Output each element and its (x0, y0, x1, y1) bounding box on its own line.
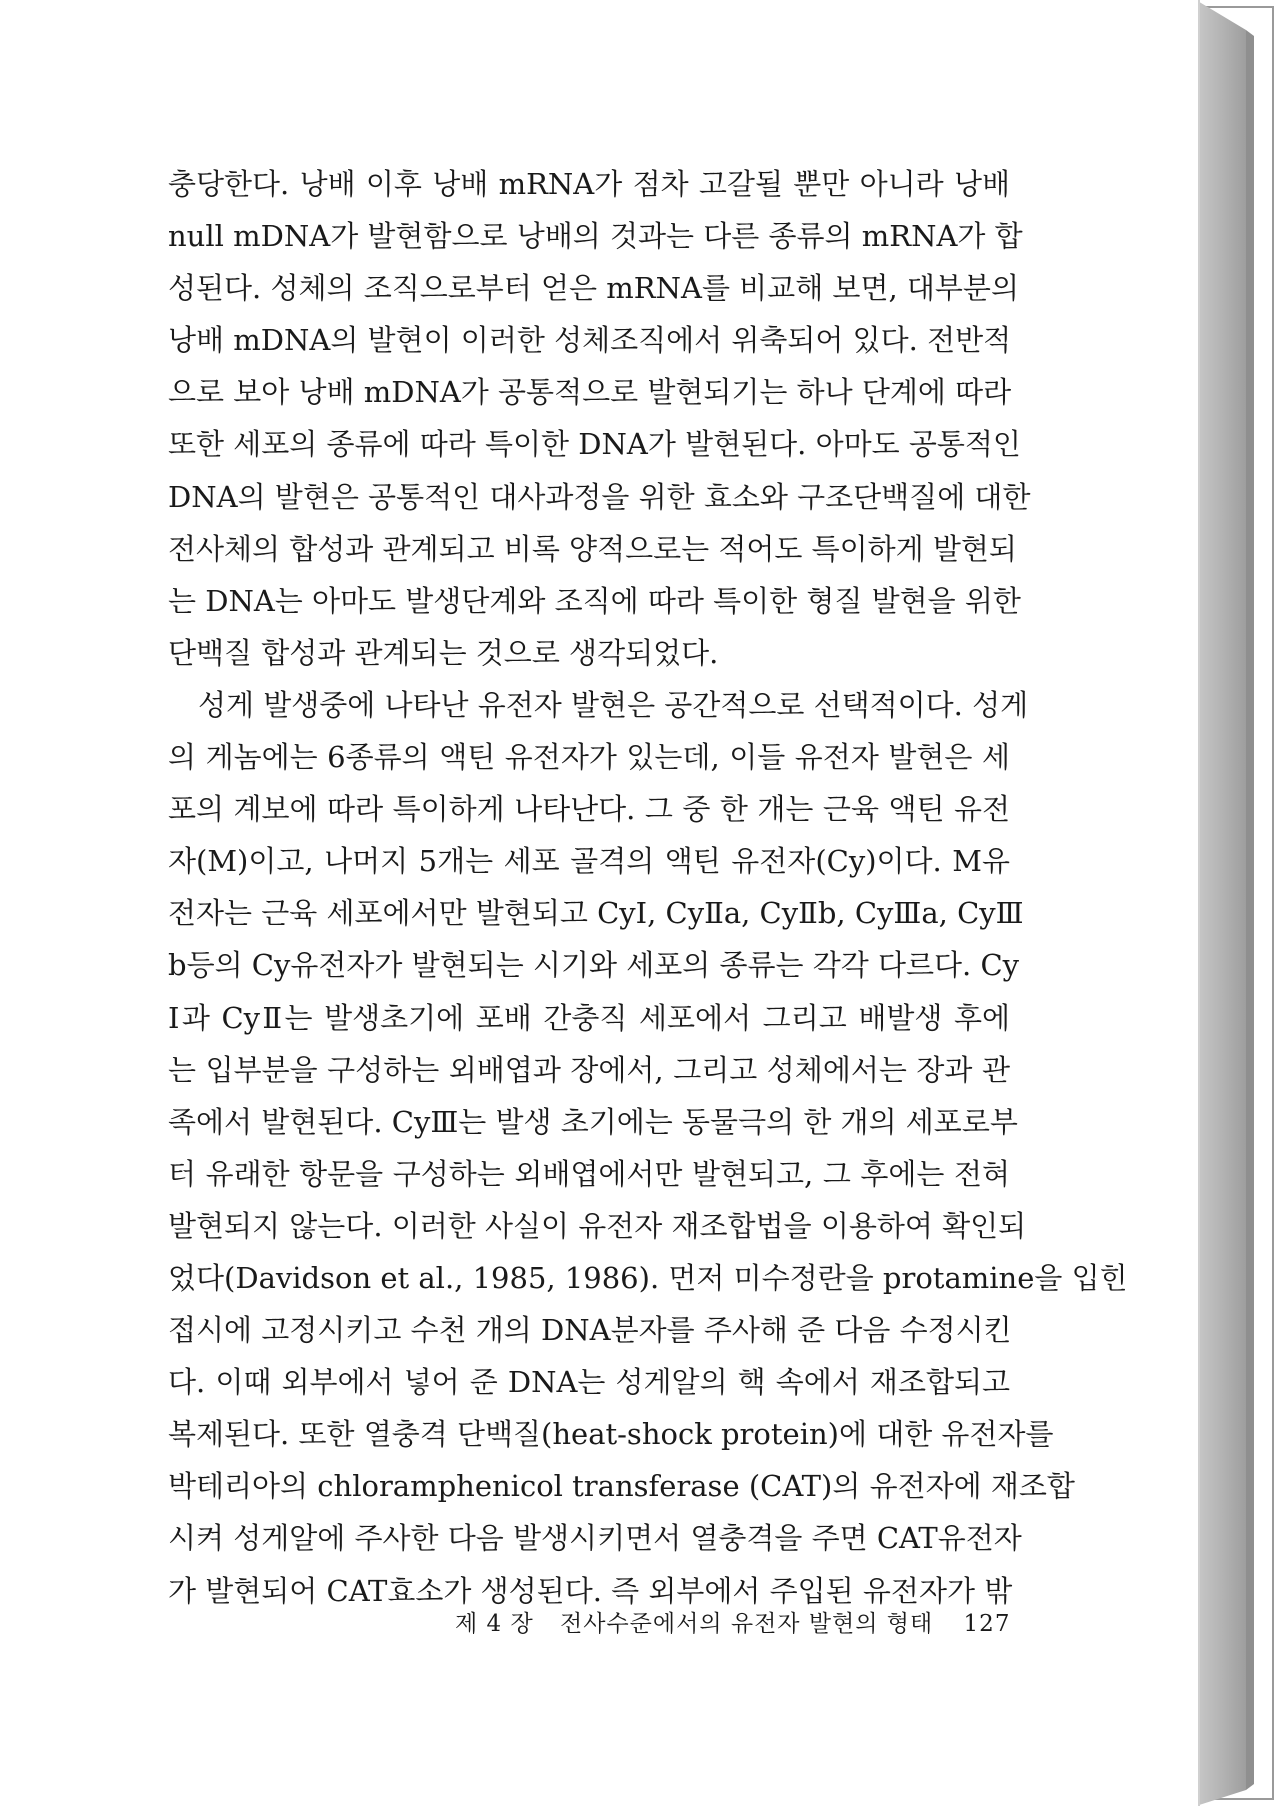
text-line: 박테리아의 chloramphenicol transferase (CAT)의 유전자에 재조합 (168, 1469, 1075, 1504)
text-line: 복제된다. 또한 열충격 단백질(heat-shock protein)에 대한 유전자를 (168, 1417, 1054, 1452)
text-line: 다. 이때 외부에서 넣어 준 DNA는 성게알의 핵 속에서 재조합되고 (168, 1365, 1010, 1400)
text-line: 자(M)이고, 나머지 5개는 세포 골격의 액틴 유전자(Cy)이다. M유 (168, 844, 1010, 879)
page-number: 127 (963, 1611, 1011, 1637)
text-line: 의 게놈에는 6종류의 액틴 유전자가 있는데, 이들 유전자 발현은 세 (168, 740, 1010, 775)
text-line: 터 유래한 항문을 구성하는 외배엽에서만 발현되고, 그 후에는 전혀 (168, 1156, 1010, 1191)
text-line: 족에서 발현된다. CyⅢ는 발생 초기에는 동물극의 한 개의 세포로부 (168, 1104, 1018, 1139)
text-line: b등의 Cy유전자가 발현되는 시기와 세포의 종류는 각각 다르다. Cy (168, 948, 1020, 983)
text-line: 또한 세포의 종류에 따라 특이한 DNA가 발현된다. 아마도 공통적인 (168, 427, 1021, 462)
text-line: null mDNA가 발현함으로 낭배의 것과는 다른 종류의 mRNA가 합 (168, 219, 1023, 254)
paragraph-2 (168, 679, 1128, 1617)
text-line: 성된다. 성체의 조직으로부터 얻은 mRNA를 비교해 보면, 대부분의 (168, 271, 1019, 306)
text-line: Ⅰ과 CyⅡ는 발생초기에 포배 간충직 세포에서 그리고 배발생 후에 (168, 1000, 1010, 1035)
text-line: 단백질 합성과 관계되는 것으로 생각되었다. (168, 635, 719, 670)
text-line: 포의 계보에 따라 특이하게 나타난다. 그 중 한 개는 근육 액틴 유전 (168, 792, 1010, 827)
running-footer (455, 1605, 1010, 1638)
text-line: DNA의 발현은 공통적인 대사과정을 위한 효소와 구조단백질에 대한 (168, 479, 1031, 514)
text-line: 전사체의 합성과 관계되고 비록 양적으로는 적어도 특이하게 발현되 (168, 531, 1017, 566)
text-line: 전자는 근육 세포에서만 발현되고 CyⅠ, CyⅡa, CyⅡb, CyⅢa, CyⅢ (168, 896, 1024, 931)
body-text (168, 158, 1128, 1617)
text-line: 었다(Davidson et al., 1985, 1986). 먼저 미수정란을 protamine을 입힌 (168, 1260, 1128, 1295)
chapter-label: 제 4 장 (455, 1611, 534, 1637)
text-line: 는 입부분을 구성하는 외배엽과 장에서, 그리고 성체에서는 장과 관 (168, 1052, 1010, 1087)
text-line: 성게 발생중에 나타난 유전자 발현은 공간적으로 선택적이다. 성게 (198, 687, 1029, 722)
page-edge (1196, 0, 1280, 1806)
text-line: 는 DNA는 아마도 발생단계와 조직에 따라 특이한 형질 발현을 위한 (168, 583, 1021, 618)
text-line: 충당한다. 낭배 이후 낭배 mRNA가 점차 고갈될 뿐만 아니라 낭배 (168, 167, 1010, 201)
text-line: 가 발현되어 CAT효소가 생성된다. 즉 외부에서 주입된 유전자가 밖 (168, 1573, 1013, 1608)
text-line: 시켜 성게알에 주사한 다음 발생시키면서 열충격을 주면 CAT유전자 (168, 1521, 1022, 1556)
text-line: 으로 보아 낭배 mDNA가 공통적으로 발현되기는 하나 단계에 따라 (168, 375, 1012, 410)
text-line: 낭배 mDNA의 발현이 이러한 성체조직에서 위축되어 있다. 전반적 (168, 323, 1012, 358)
text-line: 발현되지 않는다. 이러한 사실이 유전자 재조합법을 이용하여 확인되 (168, 1208, 1027, 1243)
text-line: 접시에 고정시키고 수천 개의 DNA분자를 주사해 준 다음 수정시킨 (168, 1313, 1012, 1348)
paragraph-1 (168, 158, 1031, 679)
chapter-title: 전사수준에서의 유전자 발현의 형태 (560, 1611, 934, 1637)
